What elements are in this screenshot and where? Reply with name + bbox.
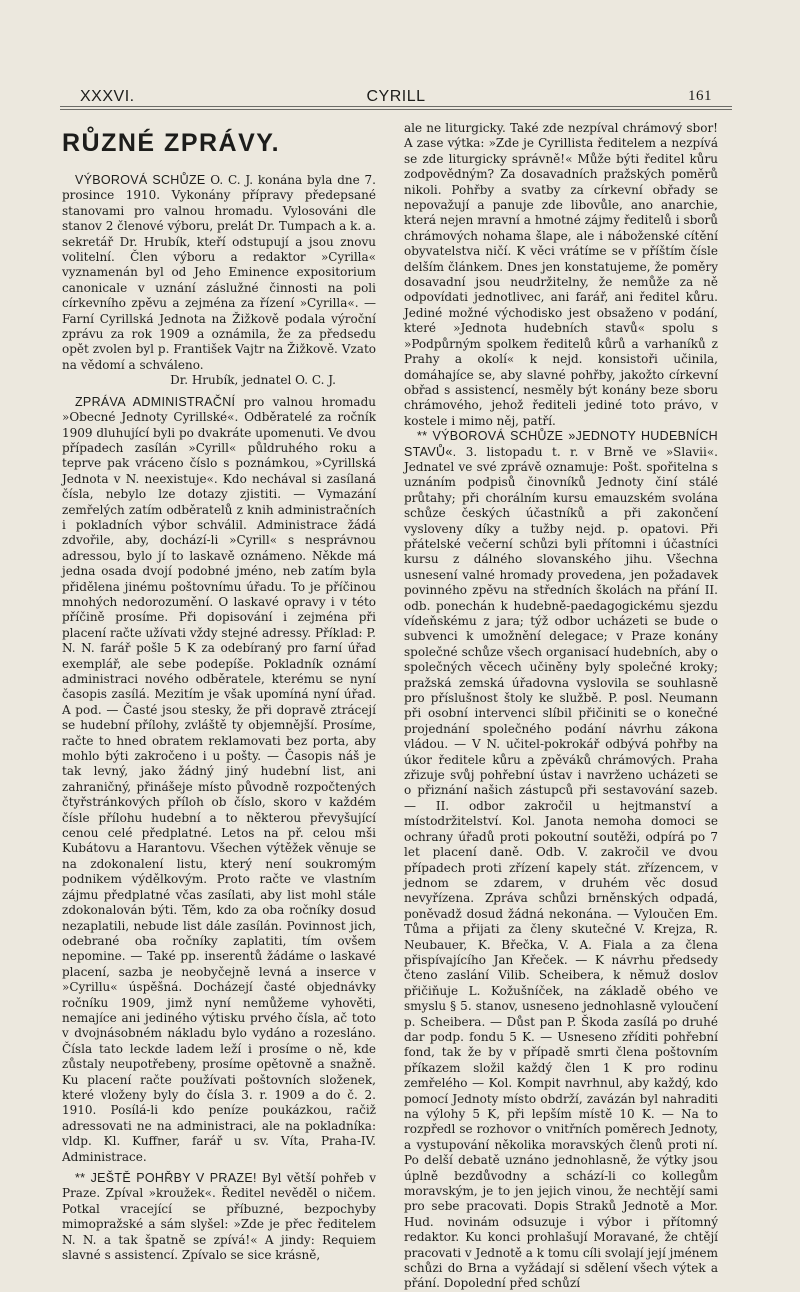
article-lead: ZPRÁVA ADMINISTRAČNÍ — [75, 394, 244, 409]
article-lead: ** VÝBOROVÁ SCHŮZE »JEDNOTY HUDEBNÍCH STAVŮ«. — [404, 429, 718, 459]
article-body: 3. listopadu t. r. v Brně ve »Slavii«. Jednatel ve své zprávě oznamuje: Pošt. spořitelna s uznáním podpisů činovníků Jednoty činí stálé průtahy; při chorálním kursu emauzském svolána schůze českých účastníků a při zakončení vysloveny díky a tužby nejd. p. opatovi. Při přátelské večerní schůzi byli přítomni i účastníci kursu z dálného slovanského jihu. Všechna usnesení valné hromady provedena, jen požadavek povinného zpěvu na středních školách na přání II. odb. ponechán k hudebně-paedagogickému sjezdu vídeňskému z jara; týž odbor ucházeti se bude o subvenci k umožnění delegace; v Praze konány společné schůze všech organisací hudebních, aby o společných věcech učiněny byly společné kroky; pražská zemská úřadovna vyslovila se souhlasně pro příslušnost štoly ke službě. P. posl. Neumann při osobní intervenci slíbil přičiniti se o konečné projednání společného podání návrhu zákona vládou. — V N. učitel-pokrokář odbývá pohřby na úkor ředitele kůru a zpěváků chrámových. Praha zřizuje svůj pohřební ústav i navrženo ucházeti se o přiznání našich zástupců při sestavování sazeb. — II. odbor zakročil u hejtmanství a místodržitelství. Kol. Janota nemoha domoci se ochrany úřadů proti pokoutní soutěži, odpírá po 7 let placení daně. Odb. V. zakročil ve dvou případech proti zřízení kapely stát. zřízencem, v jednom se zdarem, v druhém věc dosud nevyřízena. Zpráva schůzi brněnských odpadá, poněvadž dosud žádná nekonána. — Vyloučen Em. Tůma a přijati za členy skutečné V. Krejza, R. Neubauer, K. Břečka, V. A. Fiala a za člena přispívajícího Jan Křeček. — K návrhu předsedy čteno zaslání Vilib. Scheibera, k němuž doslov přičiňuje L. Kožušníček, na základě obého ve smyslu § 5. stanov, usneseno jednohlasně vyloučení p. Scheibera. — Důst pan P. Škoda zasílá po druhé dar podp. fondu 5 K. — Usneseno zříditi pohřební fond, tak že by v případě smrti člena poštovním příkazem složil každý člen 1 K pro rodinu zemřelého — Kol. Kompit navrhnul, aby každý, kdo pomocí Jednoty místo obdrží, zavázán byl nahraditi na výlohy 5 K, při lepším místě 10 K. — Na to rozpředl se rozhovor o vnitřních poměrech Jednoty, a vystupování několika moravských členů proti ní. Po delší debatě uznáno jednohlasně, že výtky jsou úplně bezdůvodny a schází-li co kollegům moravským, je to jen jejich vinou, že nechtějí sami pro sebe pracovati. Dopis Straků Jednotě a Mor. Hud. novinám odsuzuje i výbor i přítomný redaktor. Ku konci prohlašují Moravané, že chtějí pracovati v Jednotě a k tomu cíli svolají její jménem schůzi do Brna a vyžádají si sdělení všech výtek a přání. Dopolední před schůzí — [404, 444, 719, 1291]
article-funerals-continued — [404, 121, 718, 429]
article-board-meeting — [62, 173, 376, 373]
volume-number: XXXVI. — [80, 88, 135, 105]
running-header — [80, 88, 712, 108]
section-title: RŮZNÉ ZPRÁVY. — [62, 129, 281, 157]
article-signature: Dr. Hrubík, jednatel O. C. J. — [170, 373, 336, 388]
header-rule-bottom — [60, 109, 732, 110]
article-body: pro valnou hromadu »Obecné Jednoty Cyrillské«. Odběratelé za ročník 1909 dluhující byli po dvakráte upomenuti. Ve dvou případech zasílán »Cyrill« půldruhého roku a teprve pak vráceno číslo s poznámkou, »Cyrillská Jednota v N. neexistuje«. Kdo nechával si zasílaná čísla, nebylo lze dotazy zjistiti. — Vymazání zemřelých zatím odběratelů z knih administračních i pokladních výbor schválil. Administrace žádá zdvořile, aby, dochází-li »Cyrill« s nesprávnou adressou, bylo jí to laskavě oznámeno. Někde má jedna osada dvojí podobné jméno, neb zatím byla přidělena jinému poštovnímu úřadu. To je příčinou mnohých nedorozumění. O laskavé opravy i v této příčině prosíme. Při dopisování i zejména při placení račte užívati vždy stejné adressy. Příklad: P. N. N. farář pošle 5 K za odebíraný pro farní úřad exemplář, ale sebe podepíše. Pokladník oznámí administraci nového odběratele, kterému se nyní časopis zasílá. Mezitím je však upomíná nyní úřad. A pod. — Časté jsou stesky, že při dopravě ztrácejí se hudební přílohy, zvláště ty objemnější. Prosíme, račte to hned obratem reklamovati bez porta, aby mohlo býti zakročeno i u pošty. — Časopis náš je tak levný, jako žádný jiný hudební list, ani zahraničný, přinášeje místo původně rozpočtených čtyřstránkových příloh ob číslo, skoro v každém čísle přílohu hudební a to některou převyšující cenou celé předplatné. Letos na př. celou mši Kubátovu a Harantovu. Všechen výtěžek věnuje se na zdokonalení listu, který není soukromým podnikem výdělkovým. Proto račte ve vlastním zájmu předplatné včas zasílati, aby list mohl stále zdokonalován býti. Těm, kdo za oba ročníky dosud nezaplatili, nebude list dále zasílán. Povinnost jich, odebrané oba ročníky zaplatiti, tím ovšem nepomine. — Také pp. inserentů žádáme o laskavé placení, sazba je neobyčejně levná a inserce v »Cyrillu« úspěšná. Docházejí časté objednávky ročníku 1909, jimž nyní nemůžeme vyhověti, nemajíce ani jediného výtisku prvého čísla, ač toto v dvojnásobném nákladu bylo vydáno a rozesláno. Čísla tato leckde ladem leží i prosíme o ně, kde zůstaly neupotřebeny, prosíme opětovně a snažně. Ku placení račte používati poštovních složenek, které vloženy byly do čísla 3. r. 1909 a do č. 2. 1910. Posílá-li kdo peníze poukázkou, račiž adressovati ne na administraci, ale na pokladníka: vldp. Kl. Kuffner, farář u sv. Víta, Praha-IV. Administrace. — [62, 394, 376, 1164]
article-body: ale ne liturgicky. Také zde nezpíval chrámový sbor! A zase výtka: »Zde je Cyrillista ředitelem a nezpívá se zde liturgicky správně!« Může býti ředitel kůru zodpovědným? Za dosavadních pražských poměrů nikoli. Pohřby a svatby za církevní obřady se nepovažují a panuje zde libovůle, ano anarchie, která nejen mravní a hmotné zájmy ředitelů i sborů chrámových nohama šlape, ale i náboženské cítění obyvatelstva ničí. K věci vrátíme se v příštím čísle delším článkem. Dnes jen konstatujeme, že poměry dosavadní jsou neudržitelny, že nemůže za ně odpovídati jednotlivec, ani farář, ani ředitel kůru. Jediné možné východisko jest obsaženo v podání, které »Jednota hudebních stavů« spolu s »Podpůrným spolkem ředitelů kůrů a varhaníků z Prahy a okolí« k nejd. konsistoři učinila, domáhajíce se, aby slavné pohřby, jakožto církevní obřad s assistencí, nesměly být konány beze sboru chrámového, jehož řediteli jediné toto právo, v kostele i mimo něj, patří. — [404, 121, 718, 428]
article-music-union-meeting — [404, 429, 718, 1292]
right-column — [404, 121, 719, 1291]
article-body: Byl větší pohřeb v Praze. Zpíval »kroužek«. Ředitel nevěděl o ničem. Potkal vracející se příbuzné, bezpochyby mimopražské a sám slyšel: »Zde je přec ředitelem N. N. a tak špatně se zpívá!« A jindy: Requiem slavné s assistencí. Zpívalo se sice krásně, — [62, 1171, 377, 1263]
page-number: 161 — [688, 88, 712, 104]
left-column — [62, 121, 377, 1263]
article-body: O. C. J. konána byla dne 7. prosince 1910. Vykonány přípravy předepsané stanovami pro valnou hromadu. Vylosováni dle stanov 2 členové výboru, prelát Dr. Tumpach a k. a. sekretář Dr. Hrubík, kteří odstupují a jsou znovu volitelní. Člen výboru a redaktor »Cyrilla« vyznamenán byl od Jeho Eminence expositorium canonicale v uznání záslužné činnosti na poli církevního zpěvu a zejména za řízení »Cyrilla«. — Farní Cyrillská Jednota na Žižkově podala výroční zprávu za rok 1909 a oznámila, že za předsedu opět zvolen byl p. František Vajtr na Žižkově. Vzato na vědomí a schváleno. — [62, 173, 376, 372]
article-lead: ** JEŠTĚ POHŘBY V PRAZE! — [75, 1171, 263, 1185]
header-rule-top — [60, 106, 732, 107]
article-lead: VÝBOROVÁ SCHŮZE — [75, 173, 211, 187]
article-administration-report — [62, 395, 376, 1165]
journal-title: CYRILL — [366, 88, 426, 105]
article-funerals-prague — [62, 1171, 376, 1263]
